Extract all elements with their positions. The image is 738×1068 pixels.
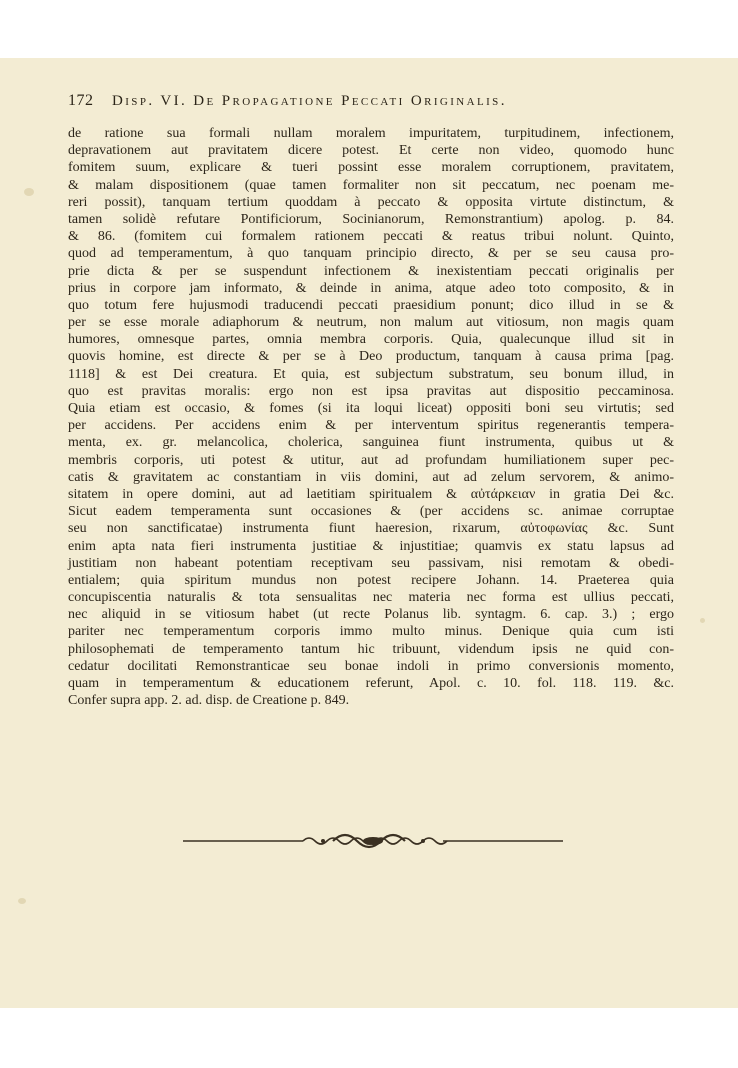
text-line: quo est pravitas moralis: ergo non est ipsa pravitas aut dispositio peccaminosa. — [68, 383, 674, 399]
text-line: entialem; quia spiritum mundus non potest recipere Johann. 14. Praeterea quia — [68, 572, 674, 588]
text-line: enim apta nata fieri instrumenta justitiae & injustitiae; quamvis ex statu lapsus ad — [68, 538, 674, 554]
text-line: catis & gravitatem ac constantiam in viis domini, aut ad zelum servorem, & animo- — [68, 469, 674, 485]
text-line: pariter nec temperamentum corporis immo multo minus. Denique quia cum isti — [68, 624, 674, 640]
text-line: per se esse morale adiaphorum & neutrum, non malum aut vitiosum, non magis quam — [68, 315, 674, 331]
text-line: Confer supra app. 2. ad. disp. de Creatione p. 849. — [68, 693, 350, 709]
book-page — [0, 58, 738, 1008]
text-line: cedatur docilitati Remonstranticae seu bonae indoli in primo conversionis momento, — [68, 658, 674, 674]
text-line: tamen solidè refutare Pontificiorum, Socinianorum, Remonstrantium) apolog. p. 84. — [68, 211, 674, 227]
text-line: per accidens. Per accidens enim & per interventum spiritus regenerantis tempera- — [68, 418, 674, 434]
text-line: seu non sanctificatae) instrumenta fiunt haeresion, rixarum, αὐτοφωνίας &c. Sunt — [68, 521, 674, 537]
paper-speck — [24, 188, 34, 196]
paper-speck — [700, 618, 705, 623]
text-line: quam in temperamentum & educationem referunt, Apol. c. 10. fol. 118. 119. &c. — [68, 676, 674, 691]
text-line: membris corporis, uti potest & utitur, aut ad profundam humiliationem super pec- — [68, 452, 674, 468]
text-line: quo totum fere hujusmodi traducendi peccati praesidium ponunt; dico illud in se & — [68, 297, 674, 313]
body-text — [68, 125, 674, 709]
text-line: prie dicta & per se suspendunt infectionem & inexistentiam peccati originalis per — [68, 263, 674, 279]
text-line: fomitem suum, explicare & tueri possint esse moralem corruptionem, pravitatem, — [68, 160, 674, 176]
text-line: sitatem in opere domini, aut ad laetitiam spiritualem & αὐτάρκειαν in gratia Dei &c. — [68, 486, 674, 502]
text-line: quovis homine, est directe & per se à Deo productum, tanquam à causa prima [pag. — [68, 349, 674, 365]
running-head-title: Disp. VI. De Propagatione Peccati Originalis. — [112, 93, 507, 109]
text-line: quod ad temperamentum, à quo tanquam principio directo, & per se seu causa pro- — [68, 246, 674, 262]
paper-speck — [18, 898, 26, 904]
text-line: menta, ex. gr. melancolica, cholerica, sanguinea fiunt instrumenta, quibus ut & — [68, 435, 674, 451]
text-line: depravationem aut pravitatem dicere potest. Et certe non video, quomodo hunc — [68, 143, 674, 159]
text-line: philosophemati de temperamento tantum hic tribuunt, videndum ipsis ne quid con- — [68, 641, 674, 657]
text-line: & 86. (fomitem cui formalem rationem peccati & reatus tribui nolunt. Quinto, — [68, 229, 674, 245]
text-line: concupiscentia naturalis & tota sensualitas nec materia nec forma est ullius peccati, — [68, 590, 674, 606]
page-number: 172 — [68, 92, 94, 109]
text-line: prius in corpore jam informato, & deinde in anima, atque adeo toto composito, & in — [68, 280, 674, 296]
text-line: justitiam non habeant potentiam receptivam seu passivam, nisi remotam & obedi- — [68, 555, 674, 571]
text-line: Sicut eadem temperamenta sunt occasiones & (per accidens sc. animae corruptae — [68, 504, 674, 520]
text-line: reri possit), tanquam tertium quoddam à peccato & opposita virtute distinctum, & — [68, 194, 674, 210]
decorative-ornament-divider — [183, 832, 563, 850]
text-line: & malam dispositionem (quae tamen formaliter non sit peccatum, nec poenam me- — [68, 177, 674, 193]
running-header — [68, 92, 678, 110]
text-line: humores, omnesque partes, omnia membra corporis. Quia, qualecunque illud sit in — [68, 332, 674, 348]
text-line: de ratione sua formali nullam moralem impuritatem, turpitudinem, infectionem, — [68, 126, 674, 141]
text-line: 1118] & est Dei creatura. Et quia, est subjectum substratum, seu bonum illud, in — [68, 366, 674, 382]
text-line: Quia etiam est occasio, & fomes (si ita loqui liceat) oppositi boni seu virtutis; sed — [68, 401, 674, 416]
text-line: nec aliquid in se vitiosum habet (ut recte Polanus lib. syntagm. 6. cap. 3.) ; ergo — [68, 607, 674, 623]
